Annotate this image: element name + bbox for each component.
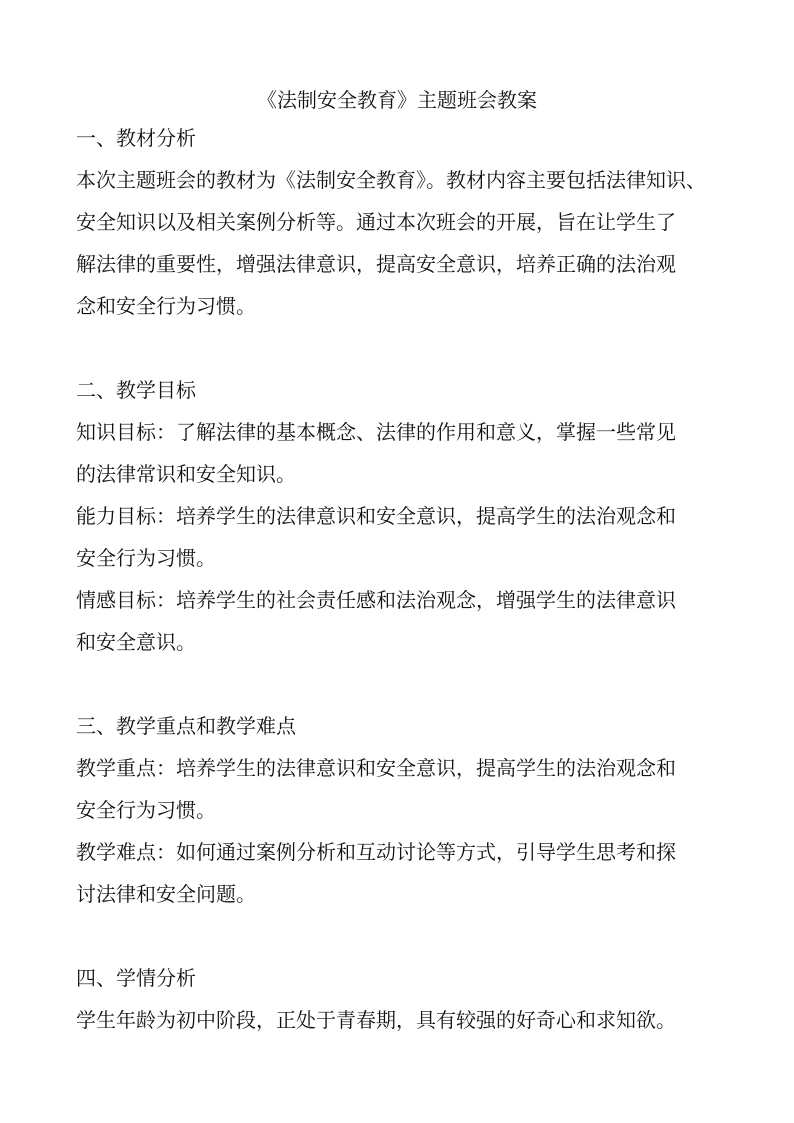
section-heading: 三、教学重点和教学难点 (76, 714, 296, 738)
text-line: 安全知识以及相关案例分析等。通过本次班会的开展，旨在让学生了 (76, 210, 676, 234)
text-line: 的法律常识和安全知识。 (76, 462, 296, 486)
text-line: 学生年龄为初中阶段，正处于青春期，具有较强的好奇心和求知欲。 (76, 1008, 676, 1032)
paragraph-knowledge-goal (76, 418, 726, 488)
section-key-difficult-points (76, 712, 726, 908)
paragraph-emotion-goal (76, 586, 726, 656)
document-body (76, 124, 726, 1034)
text-line: 教学难点：如何通过案例分析和互动讨论等方式，引导学生思考和探 (76, 840, 676, 864)
text-line: 和安全意识。 (76, 630, 196, 654)
paragraph-key-point (76, 754, 726, 824)
text-line: 本次主题班会的教材为《法制安全教育》。教材内容主要包括法律知识、 (76, 168, 706, 192)
section-teaching-objectives (76, 376, 726, 656)
text-line: 解法律的重要性，增强法律意识，提高安全意识，培养正确的法治观 (76, 252, 676, 276)
text-line: 情感目标：培养学生的社会责任感和法治观念，增强学生的法律意识 (76, 588, 676, 612)
section-heading: 二、教学目标 (76, 378, 196, 402)
section-student-analysis (76, 964, 726, 1034)
text-line: 知识目标：了解法律的基本概念、法律的作用和意义，掌握一些常见 (76, 420, 676, 444)
text-line: 能力目标：培养学生的法律意识和安全意识，提高学生的法治观念和 (76, 504, 676, 528)
text-line: 教学重点：培养学生的法律意识和安全意识，提高学生的法治观念和 (76, 756, 676, 780)
section-heading: 四、学情分析 (76, 966, 196, 990)
document-title: 《法制安全教育》主题班会教案 (257, 88, 537, 112)
paragraph-difficult-point (76, 838, 726, 908)
text-line: 讨法律和安全问题。 (76, 882, 256, 906)
paragraph-ability-goal (76, 502, 726, 572)
text-line: 安全行为习惯。 (76, 798, 216, 822)
text-line: 安全行为习惯。 (76, 546, 216, 570)
paragraph (76, 166, 726, 320)
text-line: 念和安全行为习惯。 (76, 294, 256, 318)
paragraph (76, 1006, 726, 1034)
section-heading: 一、教材分析 (76, 126, 196, 150)
section-textbook-analysis (76, 124, 726, 320)
